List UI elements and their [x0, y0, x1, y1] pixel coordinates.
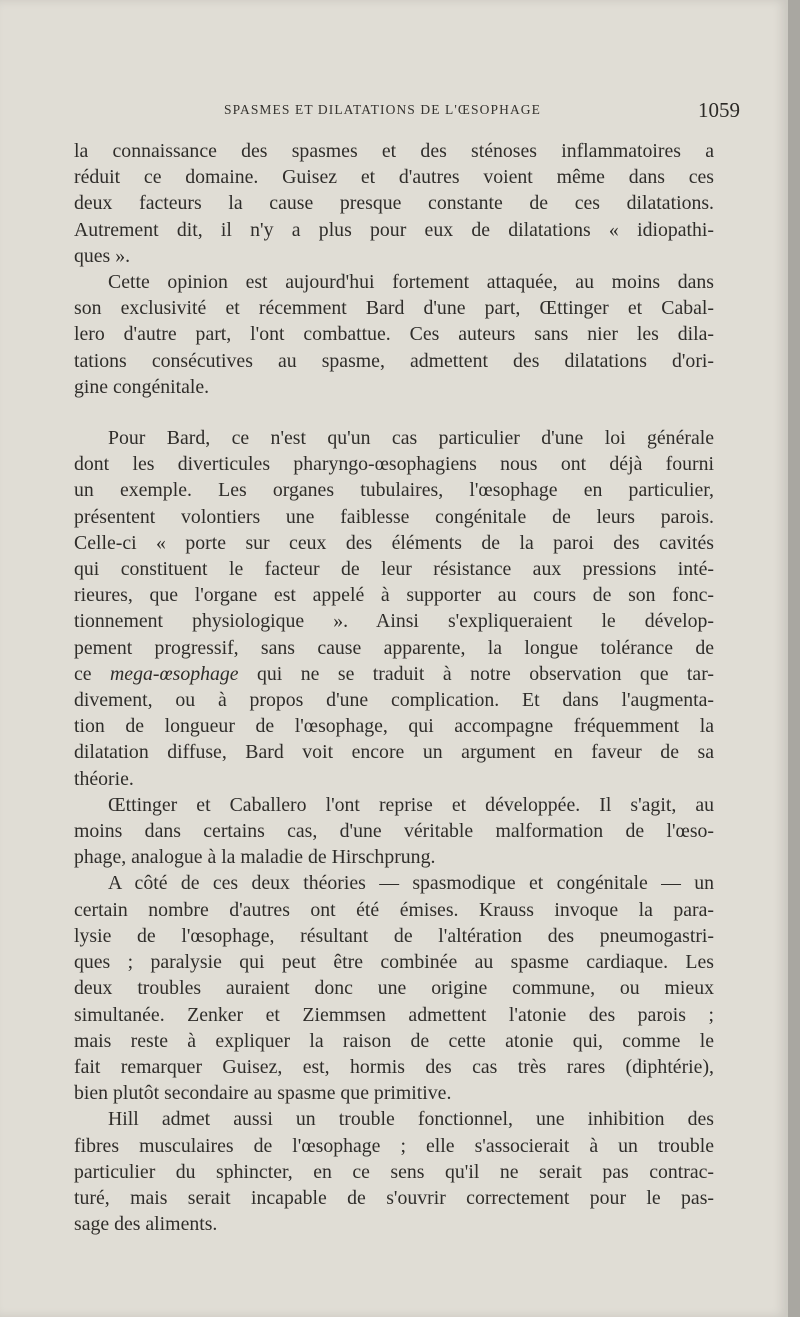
text-line: sage des aliments. [74, 1213, 218, 1236]
text-line: rieures, que l'organe est appelé à supporter au cours de son fonc- [74, 584, 714, 607]
text-line: divement, ou à propos d'une complication. Et dans l'augmenta- [74, 689, 714, 712]
text-line: tion de longueur de l'œsophage, qui accompagne fréquemment la [74, 715, 714, 738]
text-line: son exclusivité et récemment Bard d'une part, Œttinger et Cabal- [74, 297, 714, 320]
text-line: phage, analogue à la maladie de Hirschprung. [74, 846, 436, 869]
text-line: la connaissance des spasmes et des sténoses inflammatoires a [74, 140, 714, 162]
text-line: moins dans certains cas, d'une véritable malformation de l'œso- [74, 820, 714, 843]
text-line: A côté de ces deux théories — spasmodique et congénitale — un [108, 872, 714, 895]
text-line: gine congénitale. [74, 375, 210, 398]
text-line: Cette opinion est aujourd'hui fortement attaquée, au moins dans [108, 271, 714, 294]
text-line: tations consécutives au spasme, admettent des dilatations d'ori- [74, 349, 714, 372]
text-line: fibres musculaires de l'œsophage ; elle s'associerait à un trouble [74, 1134, 714, 1157]
text-line: deux troubles auraient donc une origine commune, ou mieux [74, 977, 714, 1000]
text-line: deux facteurs la cause presque constante de ces dilatations. [74, 192, 714, 215]
text-line: bien plutôt secondaire au spasme que primitive. [74, 1082, 452, 1105]
paragraph [74, 792, 714, 871]
text-line: certain nombre d'autres ont été émises. Krauss invoque la para- [74, 898, 714, 921]
text-line: turé, mais serait incapable de s'ouvrir correctement pour le pas- [74, 1186, 714, 1209]
text-line: théorie. [74, 767, 134, 790]
text-line: Pour Bard, ce n'est qu'un cas particulier d'une loi générale [108, 427, 714, 450]
text-line: simultanée. Zenker et Ziemmsen admettent l'atonie des parois ; [74, 1003, 714, 1026]
body-text [74, 138, 714, 1237]
text-line: un exemple. Les organes tubulaires, l'œsophage en particulier, [74, 479, 714, 502]
text-line: réduit ce domaine. Guisez et d'autres voient même dans ces [74, 166, 714, 189]
running-title: SPASMES ET DILATATIONS DE L'ŒSOPHAGE [224, 102, 541, 117]
text-line: Hill admet aussi un trouble fonctionnel, une inhibition des [108, 1108, 714, 1131]
text-line: présentent volontiers une faiblesse congénitale de leurs parois. [74, 505, 714, 528]
paragraph [74, 138, 714, 269]
text-line: Œttinger et Caballero l'ont reprise et développée. Il s'agit, au [108, 793, 714, 816]
text-line: lero d'autre part, l'ont combattue. Ces auteurs sans nier les dila- [74, 323, 714, 346]
text-line: particulier du sphincter, en ce sens qu'il ne serait pas contrac- [74, 1160, 714, 1183]
paragraph [74, 425, 714, 792]
paragraph [74, 269, 714, 400]
page-header [224, 98, 740, 124]
text-line: dont les diverticules pharyngo-œsophagiens nous ont déjà fourni [74, 453, 714, 476]
text-line: lysie de l'œsophage, résultant de l'altération des pneumogastri- [74, 924, 714, 947]
text-line: Celle-ci « porte sur ceux des éléments de la paroi des cavités [74, 531, 714, 554]
text-line: ce mega-œsophage qui ne se traduit à notre observation que tar- [74, 662, 714, 685]
paragraph [74, 1106, 714, 1237]
text-line: pement progressif, sans cause apparente, la longue tolérance de [74, 636, 714, 659]
paragraph [74, 870, 714, 1106]
text-line: qui constituent le facteur de leur résistance aux pressions inté- [74, 558, 714, 581]
text-line: dilatation diffuse, Bard voit encore un argument en faveur de sa [74, 741, 714, 764]
italic-term: mega-œsophage [110, 662, 239, 685]
text-line: fait remarquer Guisez, est, hormis des cas très rares (diphtérie), [74, 1055, 714, 1078]
text-line: ques ; paralysie qui peut être combinée au spasme cardiaque. Les [74, 951, 714, 974]
text-line: ques ». [74, 244, 131, 267]
page-number: 1059 [698, 98, 740, 122]
text-line: mais reste à expliquer la raison de cette atonie qui, comme le [74, 1029, 714, 1052]
text-line: tionnement physiologique ». Ainsi s'expliqueraient le dévelop- [74, 610, 714, 633]
text-line: Autrement dit, il n'y a plus pour eux de dilatations « idiopathi- [74, 218, 714, 241]
